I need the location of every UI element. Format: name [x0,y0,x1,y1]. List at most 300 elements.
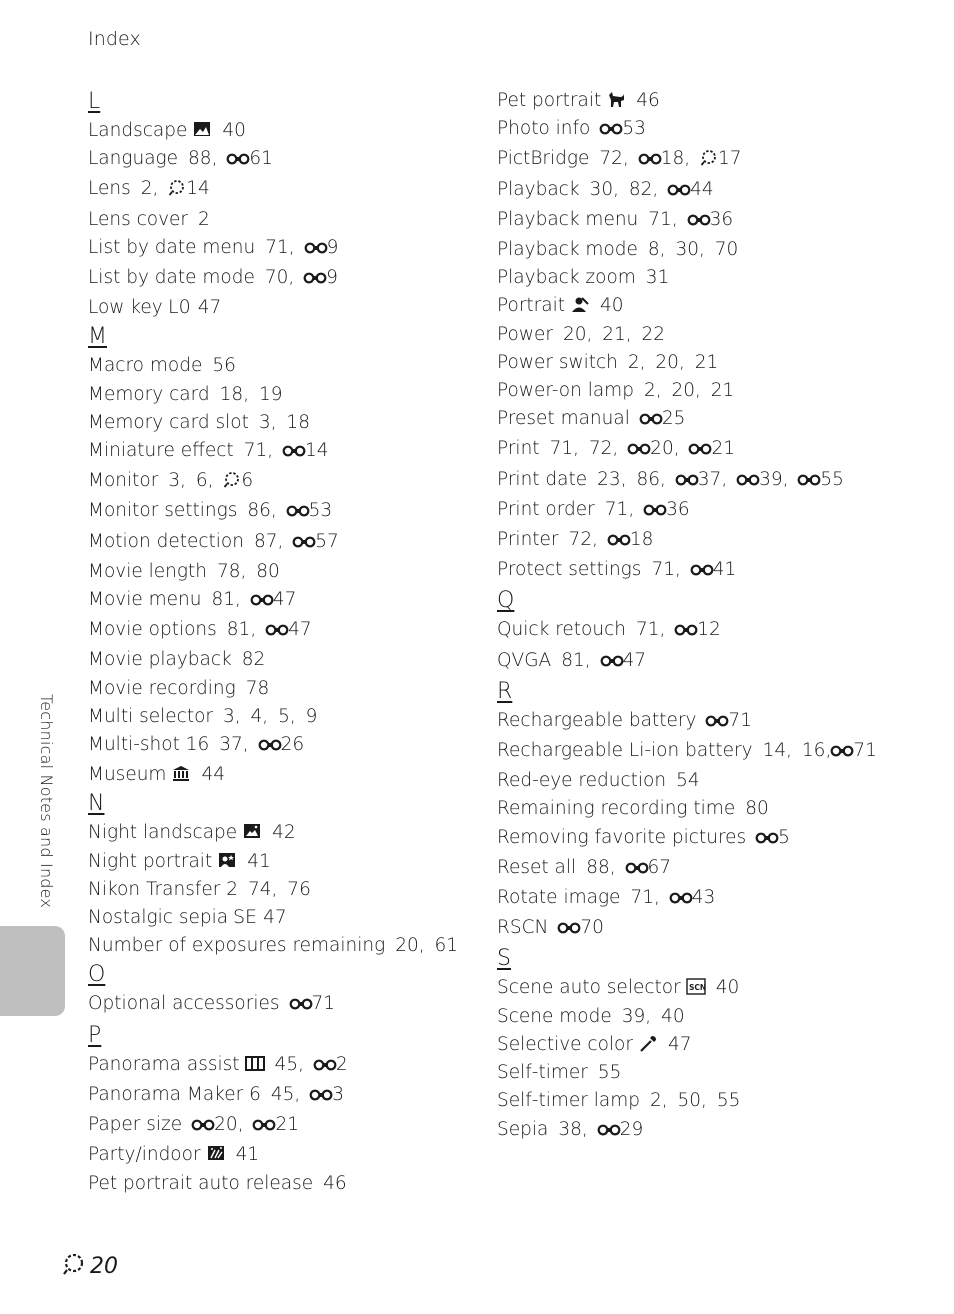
index-entry [88,294,468,322]
index-entry [497,292,877,320]
index-entry [88,876,468,904]
scene-auto-selector-icon [686,977,706,995]
nostalgic-sepia-icon [233,906,258,929]
page-references [763,740,877,761]
page-numbers: 72, [599,148,639,170]
page-numbers: 40 [222,120,246,141]
section-page-number: 47 [288,619,312,641]
page-numbers: 3, 18 [258,411,310,433]
page-numbers: 72, [568,529,608,551]
page-references [198,209,210,230]
index-section-letter: M [88,324,107,350]
index-entry [88,234,468,264]
index-entry [497,1031,877,1059]
page-references [168,470,253,491]
svg-text:SE: SE [233,906,258,929]
index-entry [88,409,468,437]
index-term: Quick retouch [497,619,626,641]
index-entry [88,467,468,497]
page-references [640,408,686,429]
page-numbers: 56 [212,355,236,377]
section-page-number: 43 [691,887,716,909]
page-numbers: 40 [715,977,740,999]
index-entry [88,145,468,175]
index-term: Scene auto selector [497,977,681,999]
page-references [648,239,738,260]
index-section-letter: L [88,89,101,114]
page-numbers: 80 [745,798,769,820]
index-term: Museum [88,764,167,786]
page-numbers: 30, 82, [589,178,669,200]
section-page-number: 17 [718,148,742,170]
reference-section-icon [168,177,186,205]
section-page-number: 71 [728,709,752,731]
section-page-number: 47 [272,589,297,611]
index-term: Monitor [88,470,159,492]
chapter-section-icon [290,992,312,1020]
index-term: Self-timer lamp [497,1090,640,1112]
page-references [605,499,690,520]
section-page-number: 53 [308,500,333,522]
chapter-section-icon [689,437,711,465]
index-term: Multi selector [88,705,213,727]
landscape-icon [192,120,212,138]
page-references [188,148,273,169]
index-entry [88,646,468,674]
section-page-number: 41 [712,559,737,581]
page-references [563,324,665,345]
side-tab [0,926,65,1016]
index-entry [497,707,877,737]
section-page-number: 44 [690,178,714,200]
page-numbers: 54 [676,770,700,792]
index-term: Rechargeable Li-ion battery [497,740,753,762]
section-page-number: 53 [622,118,646,140]
index-entry [88,616,468,646]
page-references [558,1119,643,1140]
page-numbers: 46 [636,90,660,111]
page-numbers: 78, 80 [216,560,280,582]
page-references [259,412,310,433]
index-term: Movie menu [88,589,202,611]
page-numbers: 47 [197,297,222,319]
page-references [219,734,304,755]
index-entry [88,1081,468,1111]
index-term: Sepia [497,1118,549,1140]
section-page-number: 20 [650,438,674,460]
index-entry [88,904,468,932]
section-page-number: 36 [709,208,734,230]
index-term: Lens cover [88,208,189,230]
section-page-number: 5 [778,826,790,848]
page-numbers: 2, 50, 55 [649,1090,741,1112]
chapter-section-icon [558,916,580,944]
page-references [236,1144,260,1165]
index-entry [497,854,877,884]
panorama-assist-icon [245,1054,265,1072]
index-entry [88,848,468,876]
page-references [227,619,312,640]
page-references [242,649,266,670]
low-key-icon [167,296,191,319]
chapter-section-icon [640,407,662,435]
section-page-number: 18 [629,529,654,551]
section-page-number: 47 [622,649,647,671]
svg-text:SCN: SCN [688,983,706,993]
index-term: Motion detection [88,530,244,552]
page-references [648,209,733,230]
index-entry [497,1003,877,1031]
section-page-number: 6 [241,470,254,492]
page-references [217,561,280,582]
page-numbers: 86, [247,500,287,522]
page-numbers: 2, [140,178,169,200]
page-numbers: 42 [272,822,296,844]
page-numbers: 45, [270,1083,311,1105]
index-term: Lens [88,178,131,200]
page-references [644,380,734,401]
chapter-section-icon [691,558,713,586]
page-numbers: 71, [635,619,676,641]
page-references [395,935,458,956]
index-entry [497,115,877,145]
page-number: 20 [90,1253,118,1279]
index-term: Rotate image [497,887,621,909]
index-term: Party/indoor [88,1144,201,1166]
index-entry [497,884,877,914]
chapter-section-icon [304,266,326,294]
page-numbers: 20, 21, 22 [562,323,666,345]
page-numbers: 39, 40 [621,1005,685,1027]
index-entry [88,528,468,558]
index-term: Memory card [88,383,210,405]
index-section-letter: R [497,678,513,704]
index-entry [88,175,468,205]
chapter-section-icon [688,208,710,236]
index-term: PictBridge [497,148,590,170]
page-references [272,822,296,843]
index-term: Playback zoom [497,267,636,289]
index-entry [88,819,468,847]
index-entry [88,352,468,380]
chapter-section-icon [310,1083,332,1111]
chapter-section-icon [293,530,315,558]
page-references [650,1090,740,1111]
page-numbers: 55 [597,1062,622,1084]
page-numbers: 74, 76 [248,878,311,900]
chapter-section-icon [600,117,622,145]
index-term: Red-eye reduction [497,770,667,792]
chapter-section-icon [598,1118,620,1146]
page-references [622,1006,685,1027]
index-term: Playback [497,178,580,200]
index-entry [88,381,468,409]
section-page-number: 14 [186,178,210,200]
index-entry [88,586,468,616]
index-entry [497,145,877,175]
section-page-number: 71 [853,740,877,762]
page-numbers: 41 [235,1144,260,1166]
index-term: Reset all [497,856,577,878]
index-term: Removing favorite pictures [497,826,747,848]
section-page-number: 9 [326,267,338,289]
page-numbers: 81, [561,649,601,671]
page-numbers: 18, 19 [219,383,283,405]
index-entry [497,405,877,435]
selective-color-icon [638,1034,658,1052]
index-section-letter: S [497,946,511,972]
index-section-letter: P [88,1022,102,1048]
index-entry [88,703,468,731]
page-numbers: 2 [198,208,210,230]
index-entry [497,377,877,405]
index-entry [497,914,877,944]
index-entry [497,737,877,767]
chapter-section-icon [676,468,698,496]
page-references [600,118,646,139]
page-references [254,531,339,552]
page-references [212,355,236,376]
chapter-section-icon [644,498,666,526]
index-term: Photo info [497,118,591,140]
index-entry [497,974,877,1002]
page-numbers: 14, 16, [762,740,832,762]
page-separator: , [782,468,789,490]
chapter-section-icon [831,739,853,767]
index-term: Scene mode [497,1005,612,1027]
section-page-number: 25 [661,408,686,430]
section-page-number: 2 [335,1053,348,1075]
portrait-icon [570,295,590,313]
index-term: RSCN [497,917,549,939]
section-page-number: 55 [820,468,844,490]
page-numbers: 71, [630,887,670,909]
page-references [598,1062,622,1083]
side-tab-label: Technical Notes and Index [37,694,56,909]
index-column-left [88,87,468,1198]
section-page-number: 9 [326,236,339,258]
page-numbers: 88, [188,148,228,170]
index-term: Print [497,438,540,460]
index-term: Pet portrait auto release [88,1172,314,1194]
index-term: Low key [88,297,163,319]
page-references [630,887,715,908]
page-references [646,267,670,288]
index-entry [88,731,468,761]
index-entry [88,117,468,145]
index-term: Selective color [497,1033,633,1055]
page-references [290,993,336,1014]
page-numbers: 71, [243,440,283,462]
index-entry [497,236,877,264]
page-numbers: 38, [558,1118,598,1140]
index-entry [88,558,468,586]
page-references [244,440,329,461]
section-page-number: 21 [711,438,736,460]
index-entry [88,264,468,294]
page-references [716,977,740,998]
index-section-letter: N [88,791,105,817]
pet-portrait-icon [606,90,626,108]
page-references [590,179,714,200]
index-term: Printer [497,529,559,551]
section-page-number: 57 [315,530,339,552]
page-references [275,1054,348,1075]
page-numbers: 37, [219,734,259,756]
page-references [745,798,769,819]
index-term: Nostalgic sepia [88,907,229,929]
index-entry [497,1059,877,1087]
index-term: List by date mode [88,267,255,289]
index-term: Remaining recording time [497,798,736,820]
index-term: Landscape [88,120,188,141]
page-numbers: 41 [247,850,271,872]
page-numbers: 71, [651,559,691,581]
page-references [263,907,287,928]
museum-icon [171,764,191,782]
index-term: Monitor settings [88,500,238,522]
index-term: QVGA [497,649,552,671]
section-page-number: 29 [619,1118,644,1140]
page-references [223,706,317,727]
night-landscape-icon [242,822,262,840]
index-term: Paper size [88,1114,183,1136]
index-term: Rechargeable battery [497,709,697,731]
page-numbers: 71, [648,208,688,230]
chapter-section-icon [668,178,690,206]
section-page-number: 21 [275,1114,300,1136]
index-term: Portrait [497,295,566,317]
page-numbers: 81, [211,589,251,611]
chapter-section-icon [670,886,692,914]
index-entry [497,87,877,115]
section-page-number: 37 [697,468,722,490]
page-references [222,120,246,141]
page-numbers: 31 [645,267,670,289]
section-page-number: 39 [759,468,783,490]
page-separator: , [684,148,701,170]
chapter-section-icon [706,709,728,737]
svg-text:L0: L0 [167,296,191,319]
index-entry [497,556,877,586]
section-page-number: 20 [214,1114,238,1136]
index-term: Movie playback [88,649,232,671]
page-references [569,529,654,550]
chapter-section-icon [626,856,648,884]
section-page-number: 71 [311,993,336,1015]
chapter-section-icon [798,468,820,496]
index-term: Night portrait [88,850,213,872]
chapter-section-icon [608,528,630,556]
page-references [271,1084,344,1105]
page-references [247,500,332,521]
index-entry [88,990,468,1020]
night-portrait-icon [217,851,237,869]
page-references [599,148,741,169]
index-entry [497,767,877,795]
index-section-letter: O [88,962,106,988]
section-page-number: 18 [660,148,685,170]
index-term: Power switch [497,351,618,373]
page-references [550,438,735,459]
chapter-section-icon [675,618,697,646]
page-numbers: 2, 20, 21 [643,380,735,402]
page-numbers: 40 [600,295,624,317]
index-term: Miniature effect [88,440,234,462]
index-entry [497,795,877,823]
index-entry [497,321,877,349]
index-term: Playback mode [497,239,638,261]
index-term: Power [497,323,553,345]
running-header: Index [88,28,141,50]
index-term: Panorama Maker 6 [88,1083,261,1105]
page-footer [62,1250,118,1282]
index-entry [497,466,877,496]
page-separator: , [721,468,738,490]
index-term: Optional accessories [88,993,280,1015]
chapter-section-icon [253,1113,275,1141]
page-references [198,297,222,318]
page-references [561,650,646,671]
index-term: Number of exposures remaining [88,935,386,957]
page-numbers: 3, 4, 5, 9 [223,705,318,727]
page-references [668,1034,692,1055]
page-numbers: 47 [667,1033,692,1055]
index-term: Memory card slot [88,411,249,433]
index-term: Print date [497,468,588,490]
page-references [248,879,311,900]
index-entry [88,437,468,467]
page-references [628,352,718,373]
chapter-section-icon [266,618,288,646]
page-references [192,1114,299,1135]
page-references [211,589,296,610]
page-numbers: 70, [264,267,305,289]
index-term: Nikon Transfer 2 [88,878,238,900]
index-entry [88,1051,468,1081]
section-page-number: 26 [280,734,305,756]
page-numbers: 3, 6, [168,470,224,492]
index-term: Power-on lamp [497,380,634,402]
reference-section-icon [700,147,718,175]
page-references [247,851,271,872]
index-term: Protect settings [497,559,642,581]
page-references [636,619,721,640]
chapter-section-icon [287,499,309,527]
chapter-section-icon [314,1053,336,1081]
chapter-section-icon [227,147,249,175]
index-entry [88,497,468,527]
index-term: Night landscape [88,822,238,844]
page-numbers: 71, 72, [549,438,629,460]
page-references [246,678,270,699]
chapter-section-icon [305,236,327,264]
page-numbers: 88, [586,856,626,878]
page-references [323,1173,347,1194]
page-numbers: 78 [245,677,270,699]
page-numbers: 87, [253,530,294,552]
index-entry [497,824,877,854]
index-term: Preset manual [497,408,630,430]
chapter-section-icon [737,468,759,496]
index-term: Panorama assist [88,1053,240,1075]
page-numbers: 47 [263,907,287,929]
index-entry [497,176,877,206]
chapter-section-icon [251,588,273,616]
section-page-number: 67 [647,856,672,878]
page-numbers: 81, [226,619,267,641]
index-entry [88,1141,468,1169]
